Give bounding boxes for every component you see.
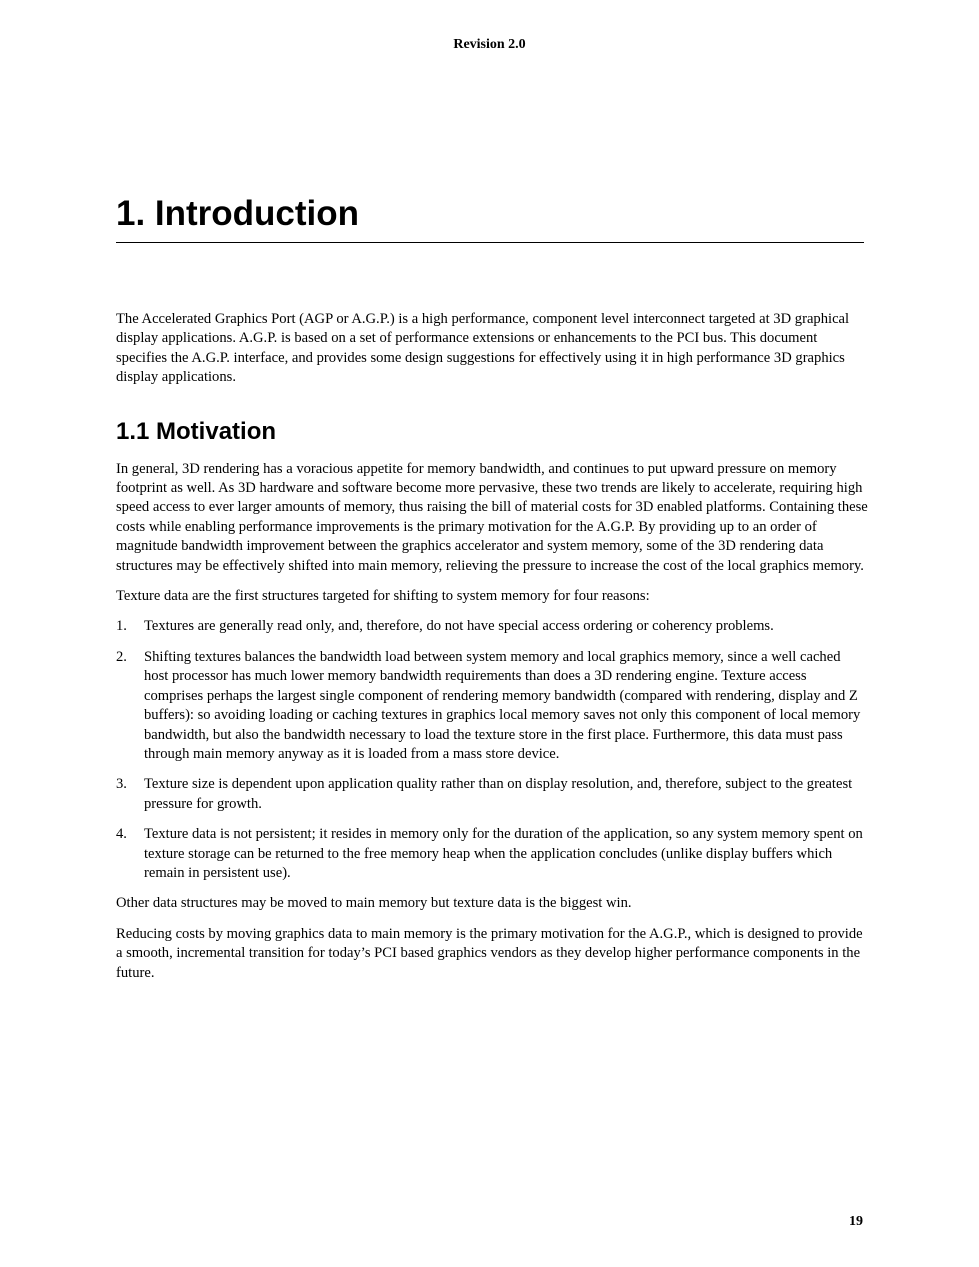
list-item-number: 1.: [116, 618, 127, 635]
page-number: 19: [849, 1214, 863, 1229]
chapter-title: 1. Introduction: [116, 190, 864, 243]
texture-reasons-intro: Texture data are the first structures targeted for shifting to system memory for four reasons:: [116, 588, 650, 605]
other-structures-paragraph: Other data structures may be moved to main memory but texture data is the biggest win.: [116, 895, 632, 912]
list-item: [116, 825, 868, 883]
list-item-text: Shifting textures balances the bandwidth load between system memory and local graphics memory, since a well cached host processor has much lower memory bandwidth requirements than does a 3D rendering engine. Texture access comprises perhaps the largest single component of rendering memory bandwidth (compared with rendering, display and Z buffers): so avoiding loading or caching textures in graphics local memory saves not only this component of local memory bandwidth, but also the bandwidth necessary to load the texture store in the first place. Furthermore, this data must pass through main memory anyway as it is loaded from a mass store device.: [144, 648, 861, 762]
intro-paragraph: The Accelerated Graphics Port (AGP or A.G.P.) is a high performance, component level interconnect targeted at 3D graphical display applications. A.G.P. is based on a set of performance extensions or enhancements to the PCI bus. This document specifies the A.G.P. interface, and provides some design suggestions for effectively using it in high performance 3D graphics display applications.: [116, 311, 850, 386]
section-title: 1.1 Motivation: [116, 417, 277, 445]
reasons-list: [116, 617, 868, 883]
list-item-number: 2.: [116, 648, 127, 665]
document-body: [116, 310, 868, 994]
list-item: [116, 648, 868, 764]
conclusion-paragraph: Reducing costs by moving graphics data to main memory is the primary motivation for the A.G.P., which is designed to provide a smooth, incremental transition for today’s PCI based graphics vendors as they develop higher performance components in the future.: [116, 925, 863, 981]
list-item-number: 3.: [116, 776, 127, 793]
revision-header: Revision 2.0: [453, 37, 526, 52]
list-item-text: Texture data is not persistent; it resides in memory only for the duration of the application, so any system memory spent on texture storage can be returned to the free memory heap when the application concludes (unlike display buffers which remain in persistent use).: [144, 826, 863, 881]
list-item: [116, 775, 868, 814]
list-item-number: 4.: [116, 826, 127, 843]
list-item: [116, 617, 868, 636]
list-item-text: Textures are generally read only, and, therefore, do not have special access ordering or coherency problems.: [144, 618, 774, 635]
motivation-paragraph: In general, 3D rendering has a voracious appetite for memory bandwidth, and continues to put upward pressure on memory footprint as well. As 3D hardware and software become more pervasive, these two trends are likely to accelerate, requiring high speed access to ever larger amounts of memory, thus raising the bill of material costs for 3D enabled platforms. Containing these costs while enabling performance improvements is the primary motivation for the A.G.P. By providing up to an order of magnitude bandwidth improvement between the graphics accelerator and system memory, some of the 3D rendering data structures may be effectively shifted into main memory, relieving the pressure to increase the cost of the local graphics memory.: [116, 460, 868, 574]
list-item-text: Texture size is dependent upon application quality rather than on display resolution, and, therefore, subject to the greatest pressure for growth.: [144, 776, 853, 812]
